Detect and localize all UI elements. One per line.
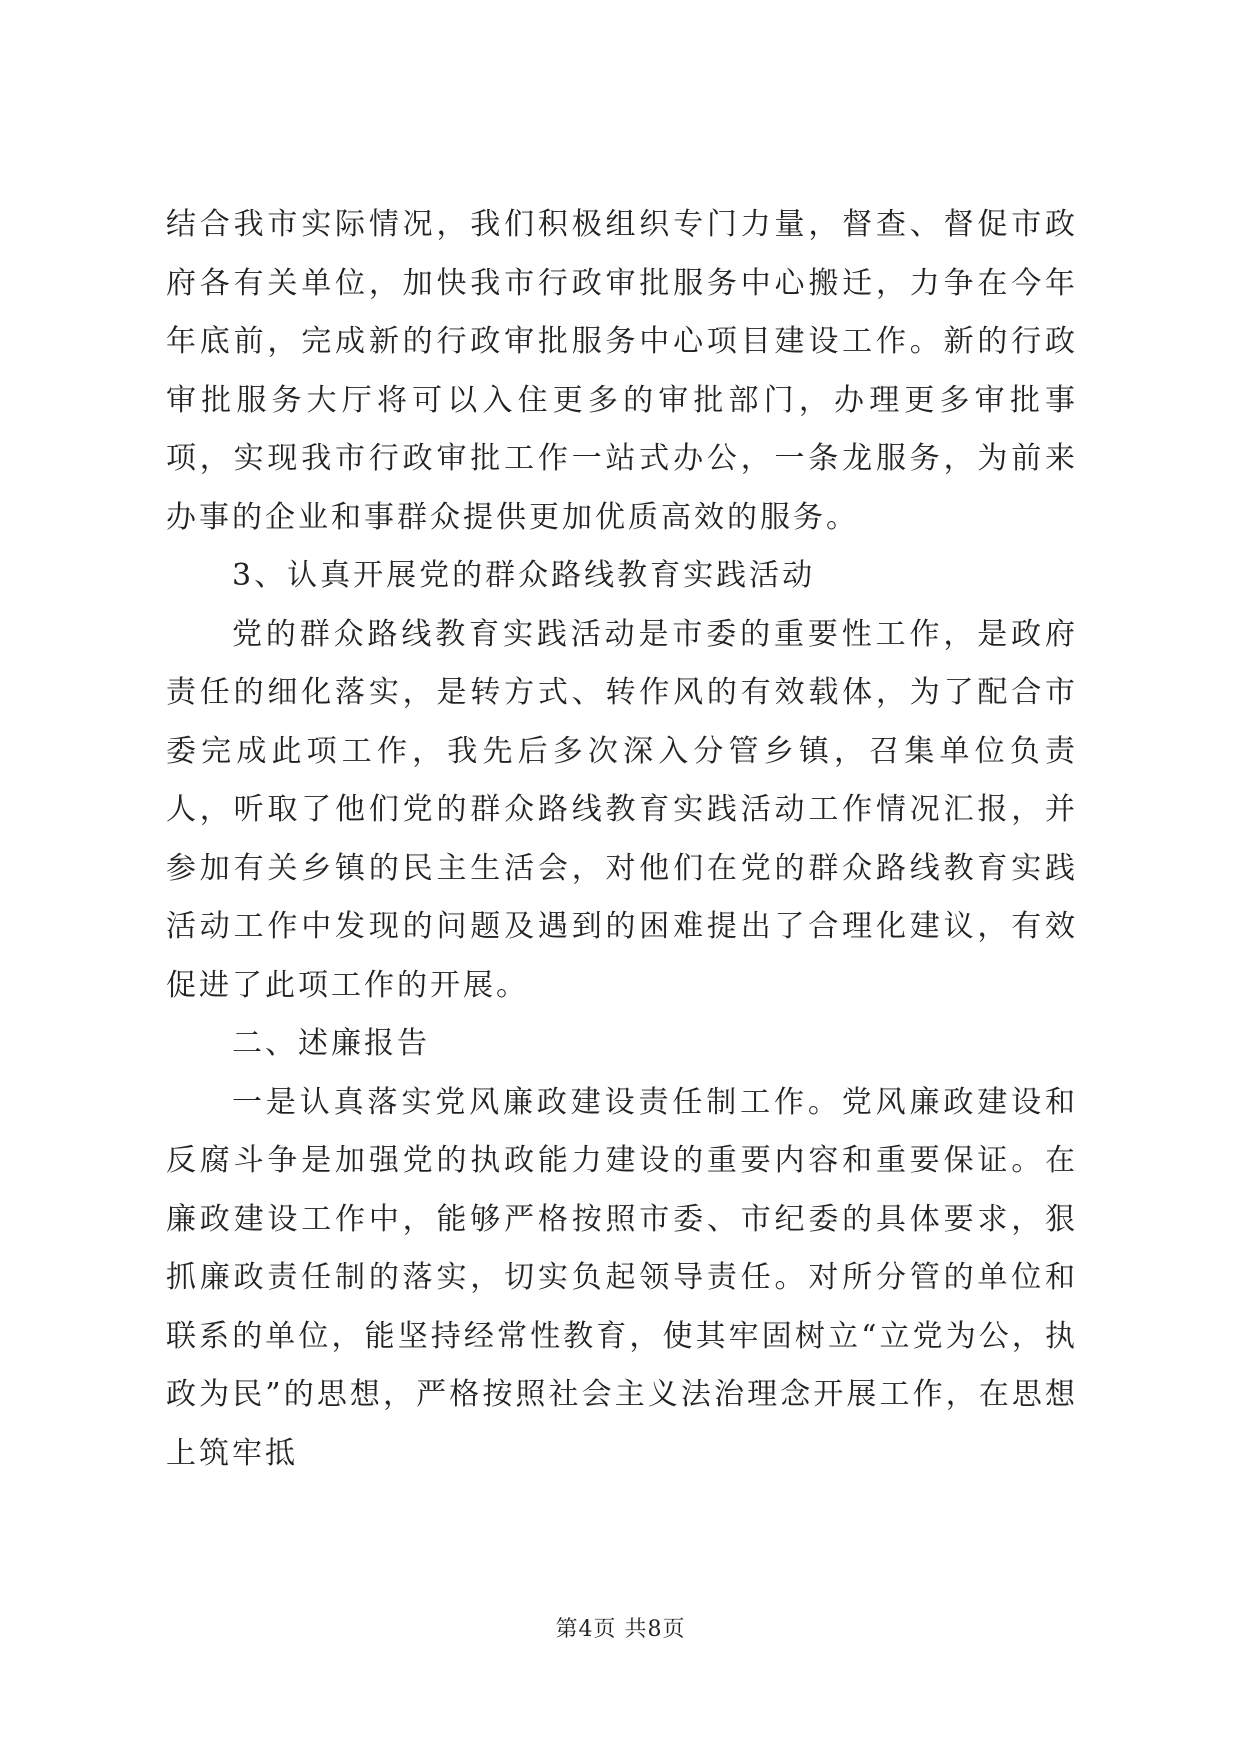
paragraph-integrity: 一是认真落实党风廉政建设责任制工作。党风廉政建设和反腐斗争是加强党的执政能力建设的重要内容和重要保证。在廉政建设工作中，能够严格按照市委、市纪委的具体要求，狠抓廉政责任制的落实，切实负起领导责任。对所分管的单位和联系的单位，能坚持经常性教育，使其牢固树立“立党为公，执政为民”的思想，严格按照社会主义法治理念开展工作，在思想上筑牢抵: [166, 1084, 1078, 1471]
section-heading-2: 二、述廉报告: [232, 1026, 430, 1061]
paragraph-continuation: 结合我市实际情况，我们积极组织专门力量，督查、督促市政府各有关单位，加快我市行政审批服务中心搬迁，力争在今年年底前，完成新的行政审批服务中心项目建设工作。新的行政审批服务大厅将可以入住更多的审批部门，办理更多审批事项，实现我市行政审批工作一站式办公，一条龙服务，为前来办事的企业和事群众提供更加优质高效的服务。: [166, 207, 1078, 535]
paragraph-mass-line: 党的群众路线教育实践活动是市委的重要性工作，是政府责任的细化落实，是转方式、转作风的有效载体，为了配合市委完成此项工作，我先后多次深入分管乡镇，召集单位负责人，听取了他们党的群众路线教育实践活动工作情况汇报，并参加有关乡镇的民主生活会，对他们在党的群众路线教育实践活动工作中发现的问题及遇到的困难提出了合理化建议，有效促进了此项工作的开展。: [166, 616, 1078, 1003]
page-number-footer: 第4页 共8页: [555, 1617, 686, 1642]
section-heading-3: 3、认真开展党的群众路线教育实践活动: [232, 558, 816, 593]
document-body: [166, 196, 1078, 1483]
